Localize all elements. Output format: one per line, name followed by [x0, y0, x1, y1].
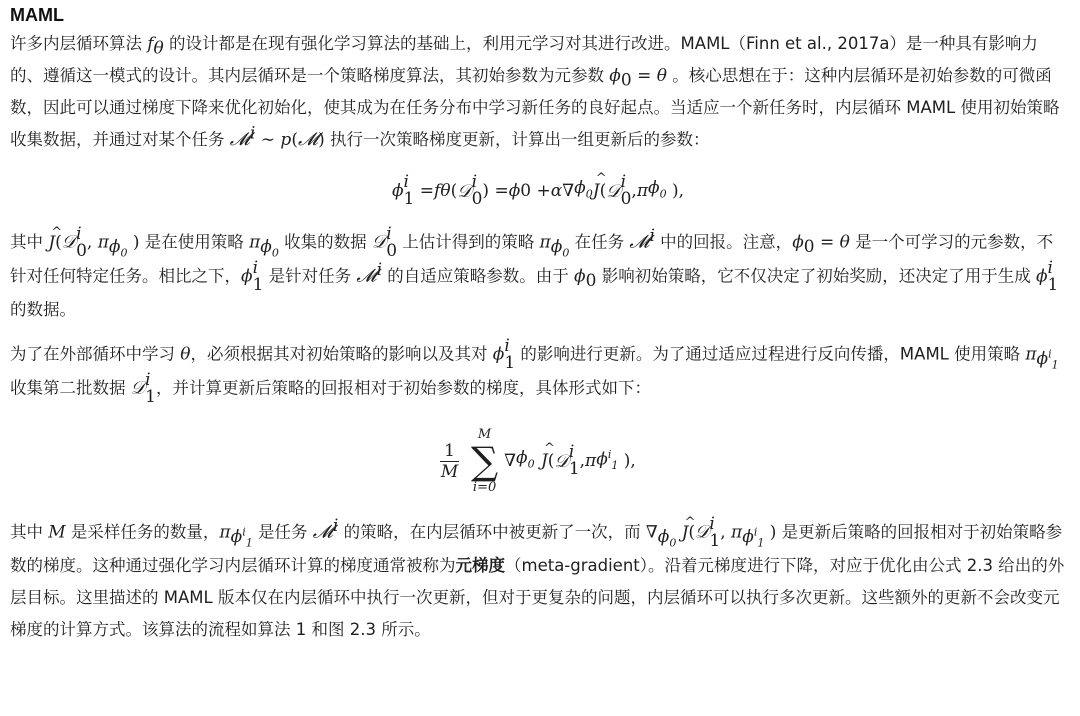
paragraph-2: 其中 ^ J(𝒟 i 0 , $\pi_{\phi_0}$ ) 是在使用策略 $\pi_{\phi_0}$ 收集的数据 𝒟 i 0 上估计得到的策略 $\pi_{\phi_0}$ 在任务 𝓜$^i$ 中的回报。注意，$\phi_0 = \theta$ 是一个可学习的元参数，不针对任何特定任务。相比之下，ϕ i 1 是针对任务 𝓜$^i$ 的自适应策略参数。由于 $\phi_0$ 影响初始策略，它不仅决定了初始奖励，还决定了用于生成 ϕ i 1 的数据。 — [10, 226, 1066, 326]
paragraph-1: 许多内层循环算法 $f_\theta$ 的设计都是在现有强化学习算法的基础上，利用元学习对其进行改进。MAML（Finn et al., 2017a）是一种具有影响力的、遵循这一模式的设计。其内层循环是一个策略梯度算法，其初始参数为元参数 $\phi_0 = \theta$ 。核心思想在于：这种内层循环是初始参数的可微函数，因此可以通过梯度下降来优化初始化，使其成为在任务分布中学习新任务的良好起点。当适应一个新任务时，内层循环 MAML 使用初始策略收集数据，并通过对某个任务 𝓜$^i$ ∼ p(𝓜) 执行一次策略梯度更新，计算出一组更新后的参数： — [10, 34, 1060, 150]
equation-meta-gradient: $\frac{1}{M}$ M ∑ i=0 ∇ $\phi_0$ ^ J ( 𝒟 i 1 , π $\phi^i_1$ ), — [10, 406, 1066, 516]
section-title: MAML — [10, 5, 64, 25]
equation-inner-update: ϕ i 1 = f θ ( 𝒟 i 0 ) = ϕ 0 + α ∇ $\phi_0$ ^ J ( 𝒟 i 0 , π $\phi_0$ ), — [10, 156, 1066, 226]
paragraph-4: 其中 M 是采样任务的数量，$\pi_{\phi^i_1}$ 是任务 𝓜$^i$ 的策略，在内层循环中被更新了一次，而 $\nabla_{\phi_0}$ ^ J(𝒟 i 1 , $\pi_{\phi^i_1}$ ) 是更新后策略的回报相对于初始策略参数的梯度。这种通过强化学习内层循环计算的梯度通常被称为元梯度（meta-gradient）。沿着元梯度进行下降，对应于优化由公式 2.3 给出的外层目标。这里描述的 MAML 版本仅在内层循环中执行一次更新，但对于更复杂的问题，内层循环可以执行多次更新。这些额外的更新不会改变元梯度的计算方式。该算法的流程如算法 1 和图 2.3 所示。 — [10, 516, 1066, 646]
paragraph-3: 为了在外部循环中学习 θ，必须根据其对初始策略的影响以及其对 ϕ i 1 的影响进行更新。为了通过适应过程进行反向传播，MAML 使用策略 $\pi_{\phi^i_1}$ 收集第二批数据 𝒟 i 1 ，并计算更新后策略的回报相对于初始参数的梯度，具体形式如下： — [10, 336, 1059, 407]
term-meta-gradient: 元梯度 — [455, 556, 505, 575]
